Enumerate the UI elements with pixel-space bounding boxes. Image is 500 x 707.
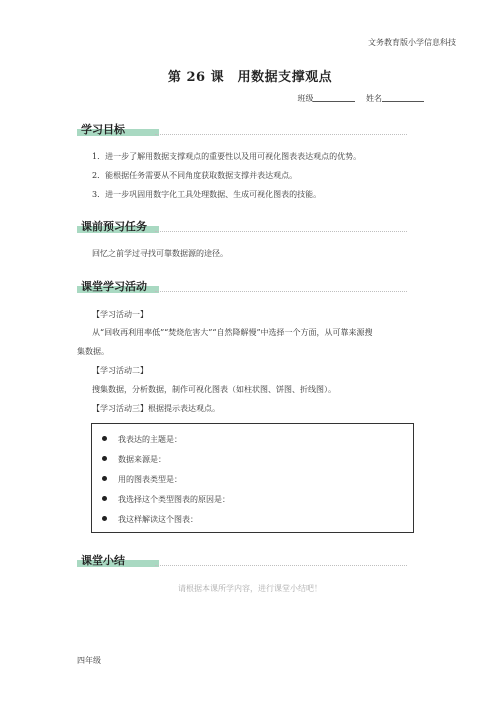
section-title: 课堂小结 [81,554,125,567]
section-header-summary [77,551,407,571]
section-divider [155,134,407,135]
section-divider [155,291,407,292]
bullet-icon [102,436,107,441]
prompt-item [102,454,166,465]
prompt-text: 我这样解读这个图表： [118,515,198,524]
section-header-activities [77,277,407,297]
bullet-icon [102,496,107,501]
prompt-text: 我选择这个类型图表的原因是： [118,495,230,504]
section-divider [155,231,407,232]
goal-item-2: 2．能根据任务需要从不同角度获取数据支撑并表达观点。 [92,171,298,180]
prompt-text: 我表达的主题是： [118,435,182,444]
goal-item-3: 3．进一步巩固用数字化工具处理数据、生成可视化图表的技能。 [92,190,322,199]
name-label: 姓名 [366,94,382,103]
page-title: 第 26 课 用数据支撑观点 [167,70,333,85]
section-header-preview [77,217,407,237]
activity-2-label: 【学习活动二】 [92,366,148,375]
goal-item-1: 1．进一步了解用数据支撑观点的重要性以及用可视化图表表达观点的优势。 [92,152,362,161]
section-title: 学习目标 [81,123,125,136]
prompt-text: 用的图表类型是： [118,475,182,484]
activity-1-label: 【学习活动一】 [92,310,148,319]
class-label: 班级 [297,94,314,103]
class-blank[interactable] [313,92,355,102]
name-blank[interactable] [382,92,424,102]
footer-grade: 四年级 [77,656,101,665]
prompt-item [102,434,182,445]
activity-1-text-cont: 集数据。 [77,347,109,356]
activity-1-text: 从“回收再利用率低”“焚烧危害大”“自然降解慢”中选择一个方面，从可靠来源搜 [92,328,373,337]
bullet-icon [102,476,107,481]
section-header-goals [77,120,407,140]
section-divider [155,565,407,566]
header-series: 文务教育版小学信息科技 [368,38,456,47]
activity-2-text: 搜集数据，分析数据，制作可视化图表（如柱状图、饼图、折线图）。 [92,385,336,394]
prompt-item [102,514,198,525]
preview-text: 回忆之前学过寻找可靠数据源的途径。 [92,249,228,258]
class-name-line [297,92,424,104]
bullet-icon [102,456,107,461]
prompt-text: 数据来源是： [118,455,166,464]
prompt-item [102,474,182,485]
prompt-item [102,494,230,505]
section-title: 课前预习任务 [81,220,147,233]
bullet-icon [102,516,107,521]
activity-3-line: 【学习活动三】根据提示表达观点。 [92,404,220,413]
prompt-box [91,423,414,533]
summary-tip: 请根据本课所学内容，进行课堂小结吧！ [178,584,322,593]
section-title: 课堂学习活动 [81,280,147,293]
